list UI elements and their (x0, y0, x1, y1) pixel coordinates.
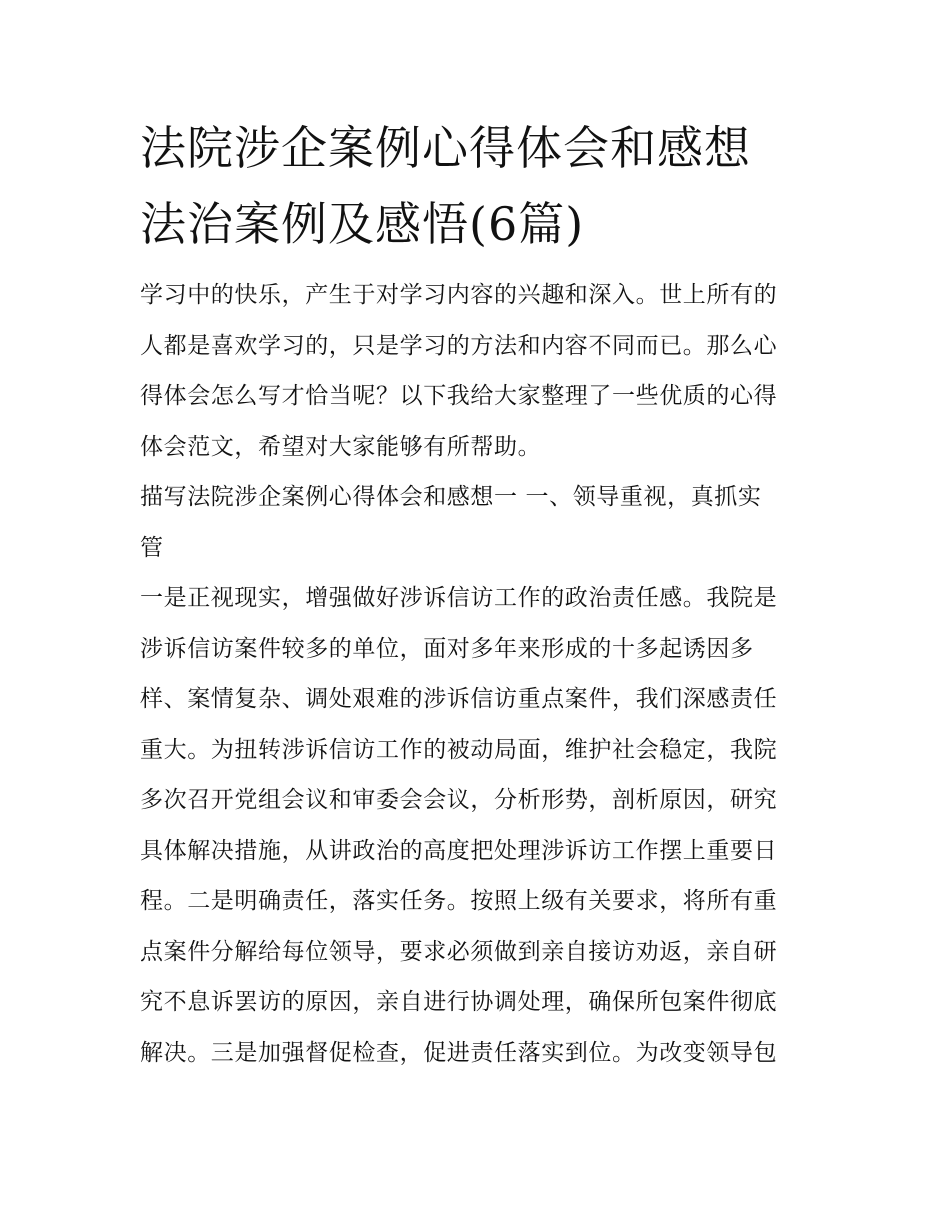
body-line: 一是正视现实，增强做好涉诉信访工作的政治责任感。我院是 (140, 585, 778, 611)
body-line: 具体解决措施，从讲政治的高度把处理涉诉访工作摆上重要日 (140, 837, 778, 864)
body-line: 重大。为扭转涉诉信访工作的被动局面，维护社会稳定，我院 (140, 736, 778, 763)
body-line: 解决。三是加强督促检查，促进责任落实到位。为改变领导包 (140, 1039, 778, 1066)
body-line: 涉诉信访案件较多的单位，面对多年来形成的十多起诱因多 (140, 635, 754, 662)
body-line: 体会范文，希望对大家能够有所帮助。 (140, 433, 542, 460)
title-line-1: 法院涉企案例心得体会和感想 (140, 121, 751, 175)
body-line: 究不息诉罢访的原因，亲自进行协调处理，确保所包案件彻底 (140, 989, 778, 1015)
body-line: 点案件分解给每位领导，要求必须做到亲自接访劝返，亲自研 (140, 938, 778, 965)
body-line: 人都是喜欢学习的，只是学习的方法和内容不同而已。那么心 (140, 332, 778, 359)
section-heading-line: 描写法院涉企案例心得体会和感想一 一、领导重视，真抓实 (140, 484, 762, 510)
body-line: 程。二是明确责任，落实任务。按照上级有关要求，将所有重 (140, 888, 778, 914)
document-page (140, 110, 816, 1078)
body-line: 多次召开党组会议和审委会会议，分析形势，剖析原因，研究 (140, 787, 778, 813)
title-line-2: 法治案例及感悟(6篇) (140, 197, 585, 251)
section-heading-line: 管 (140, 534, 164, 561)
body-line: 得体会怎么写才恰当呢？以下我给大家整理了一些优质的心得 (140, 383, 778, 409)
body-line: 学习中的快乐，产生于对学习内容的兴趣和深入。世上所有的 (140, 282, 778, 308)
body-line: 样、案情复杂、调处艰难的涉诉信访重点案件，我们深感责任 (140, 686, 778, 712)
document-body (140, 270, 816, 1078)
document-title (140, 110, 816, 262)
